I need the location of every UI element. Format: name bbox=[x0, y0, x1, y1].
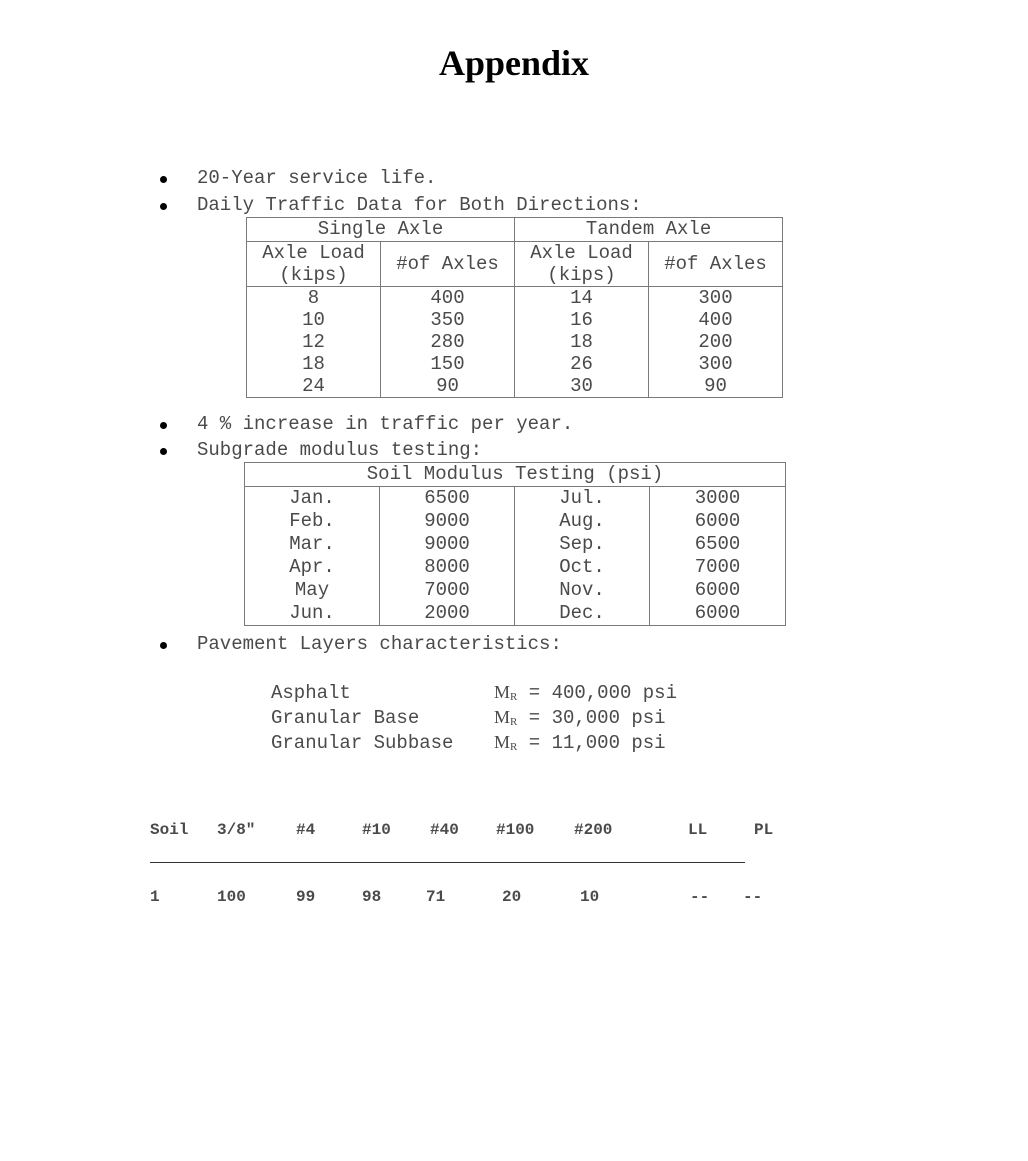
traffic-data-row bbox=[247, 287, 783, 398]
axle-load-unit: (kips) bbox=[547, 264, 616, 286]
sieve-value: 20 bbox=[502, 888, 522, 906]
layer-name: Granular Subbase bbox=[271, 732, 454, 754]
page-title: Appendix bbox=[438, 43, 590, 83]
layer-value: = 400,000 psi bbox=[528, 682, 677, 704]
pl-value: -- bbox=[743, 888, 763, 906]
modulus-cell: 6000 bbox=[650, 510, 786, 533]
sieve-header: #10 bbox=[362, 821, 391, 839]
soil-header: Soil bbox=[150, 821, 189, 839]
cell-value: 200 bbox=[698, 331, 733, 353]
layer-value: = 30,000 psi bbox=[528, 707, 666, 729]
sieve-header: #4 bbox=[296, 821, 316, 839]
month-cell: Apr. bbox=[245, 556, 380, 579]
modulus-row bbox=[245, 579, 786, 602]
modulus-table-header: Soil Modulus Testing (psi) bbox=[245, 463, 786, 487]
mr-symbol: $M_R$ bbox=[494, 707, 518, 728]
cell-value: 400 bbox=[430, 287, 465, 309]
cell-value: 26 bbox=[570, 353, 593, 375]
bullet-text: Daily Traffic Data for Both Directions: bbox=[197, 194, 642, 216]
bullet-dot bbox=[160, 642, 167, 649]
modulus-cell: 9000 bbox=[380, 510, 515, 533]
sieve-value: 99 bbox=[296, 888, 316, 906]
bullet-dot bbox=[160, 448, 167, 455]
single-num-axles-header: #of Axles bbox=[381, 242, 515, 287]
month-cell: Feb. bbox=[245, 510, 380, 533]
bullet-dot bbox=[160, 422, 167, 429]
layer-value: = 11,000 psi bbox=[528, 732, 666, 754]
cell-value: 300 bbox=[698, 287, 733, 309]
tandem-load-cell bbox=[515, 287, 649, 398]
modulus-row bbox=[245, 533, 786, 556]
header-divider bbox=[150, 862, 745, 863]
tandem-axle-load-header bbox=[515, 242, 649, 287]
month-cell: Jan. bbox=[245, 487, 380, 511]
month-cell: Sep. bbox=[515, 533, 650, 556]
layer-modulus bbox=[494, 682, 677, 704]
cell-value: 12 bbox=[302, 331, 325, 353]
month-cell: Dec. bbox=[515, 602, 650, 626]
sieve-value: 10 bbox=[580, 888, 600, 906]
axle-load-unit: (kips) bbox=[279, 264, 348, 286]
modulus-row bbox=[245, 602, 786, 626]
cell-value: 400 bbox=[698, 309, 733, 331]
bullet-dot bbox=[160, 203, 167, 210]
modulus-cell: 2000 bbox=[380, 602, 515, 626]
ll-header: LL bbox=[688, 821, 708, 839]
bullet-dot bbox=[160, 176, 167, 183]
cell-value: 10 bbox=[302, 309, 325, 331]
cell-value: 8 bbox=[307, 287, 320, 309]
month-cell: Oct. bbox=[515, 556, 650, 579]
layer-name: Granular Base bbox=[271, 707, 420, 729]
month-cell: Nov. bbox=[515, 579, 650, 602]
layer-modulus bbox=[494, 707, 666, 729]
month-cell: May bbox=[245, 579, 380, 602]
cell-value: 350 bbox=[430, 309, 465, 331]
single-axles-cell bbox=[381, 287, 515, 398]
cell-value: 30 bbox=[570, 375, 593, 397]
month-cell: Jul. bbox=[515, 487, 650, 511]
modulus-cell: 6000 bbox=[650, 602, 786, 626]
sieve-value: 98 bbox=[362, 888, 382, 906]
sieve-header: 3/8" bbox=[217, 821, 256, 839]
axle-load-label: Axle Load bbox=[530, 242, 633, 264]
bullet-text: 20-Year service life. bbox=[197, 167, 437, 189]
bullet-text: 4 % increase in traffic per year. bbox=[197, 413, 574, 435]
pl-header: PL bbox=[754, 821, 774, 839]
sieve-value: 71 bbox=[426, 888, 446, 906]
month-cell: Mar. bbox=[245, 533, 380, 556]
sieve-header: #100 bbox=[496, 821, 535, 839]
cell-value: 14 bbox=[570, 287, 593, 309]
single-load-cell bbox=[247, 287, 381, 398]
tandem-axle-header: Tandem Axle bbox=[515, 218, 783, 242]
modulus-cell: 6500 bbox=[650, 533, 786, 556]
modulus-row bbox=[245, 556, 786, 579]
single-axle-header: Single Axle bbox=[247, 218, 515, 242]
month-cell: Aug. bbox=[515, 510, 650, 533]
axle-load-label: Axle Load bbox=[262, 242, 365, 264]
layer-name: Asphalt bbox=[271, 682, 351, 704]
cell-value: 90 bbox=[704, 375, 727, 397]
sieve-header: #40 bbox=[430, 821, 459, 839]
modulus-cell: 8000 bbox=[380, 556, 515, 579]
soil-value: 1 bbox=[150, 888, 160, 906]
tandem-num-axles-header: #of Axles bbox=[649, 242, 783, 287]
cell-value: 16 bbox=[570, 309, 593, 331]
month-cell: Jun. bbox=[245, 602, 380, 626]
modulus-row bbox=[245, 510, 786, 533]
bullet-text: Pavement Layers characteristics: bbox=[197, 633, 562, 655]
cell-value: 24 bbox=[302, 375, 325, 397]
modulus-header-row bbox=[245, 463, 786, 487]
modulus-row bbox=[245, 487, 786, 511]
traffic-table bbox=[246, 217, 783, 398]
modulus-cell: 3000 bbox=[650, 487, 786, 511]
modulus-cell: 7000 bbox=[650, 556, 786, 579]
modulus-cell: 6500 bbox=[380, 487, 515, 511]
modulus-cell: 9000 bbox=[380, 533, 515, 556]
cell-value: 150 bbox=[430, 353, 465, 375]
mr-symbol: $M_R$ bbox=[494, 682, 518, 703]
bullet-text: Subgrade modulus testing: bbox=[197, 439, 483, 461]
modulus-cell: 6000 bbox=[650, 579, 786, 602]
traffic-group-header-row bbox=[247, 218, 783, 242]
sieve-value: 100 bbox=[217, 888, 246, 906]
mr-symbol: $M_R$ bbox=[494, 732, 518, 753]
cell-value: 18 bbox=[302, 353, 325, 375]
soil-modulus-table bbox=[244, 462, 786, 626]
modulus-cell: 7000 bbox=[380, 579, 515, 602]
single-axle-load-header bbox=[247, 242, 381, 287]
cell-value: 90 bbox=[436, 375, 459, 397]
traffic-column-header-row bbox=[247, 242, 783, 287]
cell-value: 300 bbox=[698, 353, 733, 375]
sieve-header: #200 bbox=[574, 821, 613, 839]
ll-value: -- bbox=[690, 888, 710, 906]
layer-modulus bbox=[494, 732, 666, 754]
cell-value: 280 bbox=[430, 331, 465, 353]
tandem-axles-cell bbox=[649, 287, 783, 398]
cell-value: 18 bbox=[570, 331, 593, 353]
